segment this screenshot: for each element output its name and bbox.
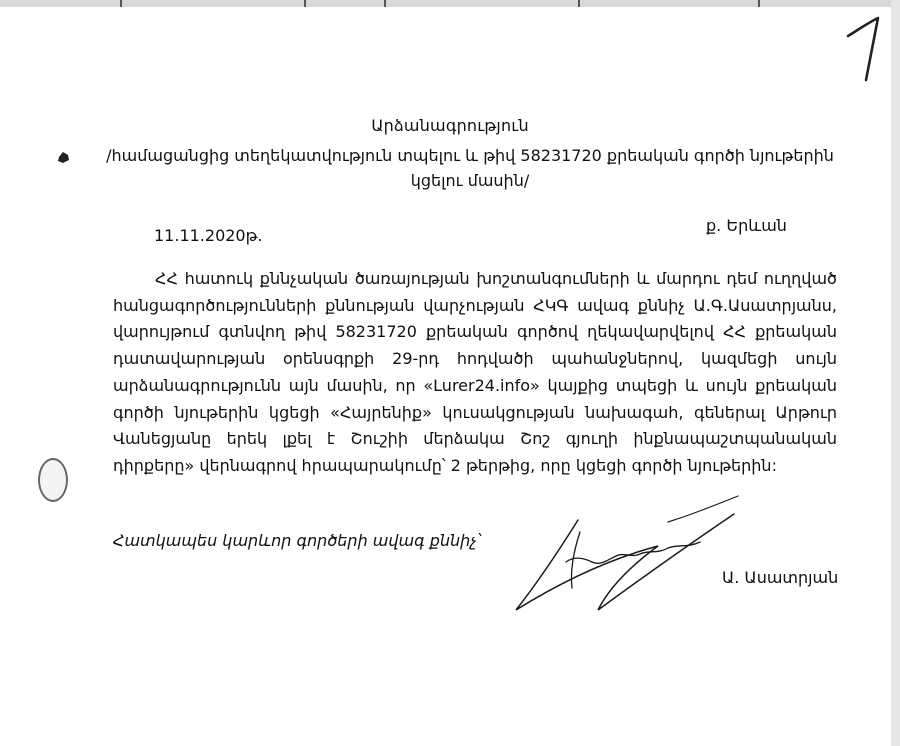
handwritten-page-number <box>842 14 892 86</box>
scan-mark <box>120 0 122 7</box>
signoff-title: Հատկապես կարևոր գործերի ավագ քննիչ՝ <box>113 531 481 550</box>
document-body: ՀՀ հատուկ քննչական ծառայության խոշտանգումների և մարդու դեմ ուղղված հանցագործությունների քննության վարչության ՀԿԳ ավագ քննիչ Ա.Գ.Ասատրյանս, վարույթում գտնվող թիվ 58231720 քրեական գործով ղեկավարվելով ՀՀ քրեական դատավարության օրենսգրքի 29-րդ հոդվածի պահանջներով, կազմեցի սույն արձանագրությունն այն մասին, որ «Lurer24.info» կայքից տպեցի և սույն քրեական գործի նյութերին կցեցի «Հայրենիք» կուսակցության նախագահ, գեներալ Արթուր Վանեցյանը երեկ լքել է Շուշիի մերձակա Շոշ գյուղի ինքնապաշտպանական դիրքերը» վերնագրով հրապարակումը՝ 2 թերթից, որը կցեցի գործի նյութերին: <box>113 269 837 475</box>
document-title: Արձանագրություն <box>371 116 529 135</box>
hole-punch <box>38 458 68 502</box>
signer-name: Ա. Ասատրյան <box>722 568 839 587</box>
scan-mark <box>578 0 580 7</box>
document-city: ք. Երևան <box>706 216 787 235</box>
document-subtitle: /համացանցից տեղեկատվություն տպելու և թիվ 58231720 քրեական գործի նյութերին կցելու մասին/ <box>106 146 834 190</box>
scan-mark <box>384 0 386 7</box>
scan-mark <box>304 0 306 7</box>
scan-edge <box>891 0 900 746</box>
ink-blot-icon <box>57 151 70 164</box>
document-date: 11.11.2020թ. <box>154 226 263 245</box>
scan-mark <box>758 0 760 7</box>
handwritten-signature <box>508 492 743 632</box>
scan-edge <box>0 0 900 7</box>
